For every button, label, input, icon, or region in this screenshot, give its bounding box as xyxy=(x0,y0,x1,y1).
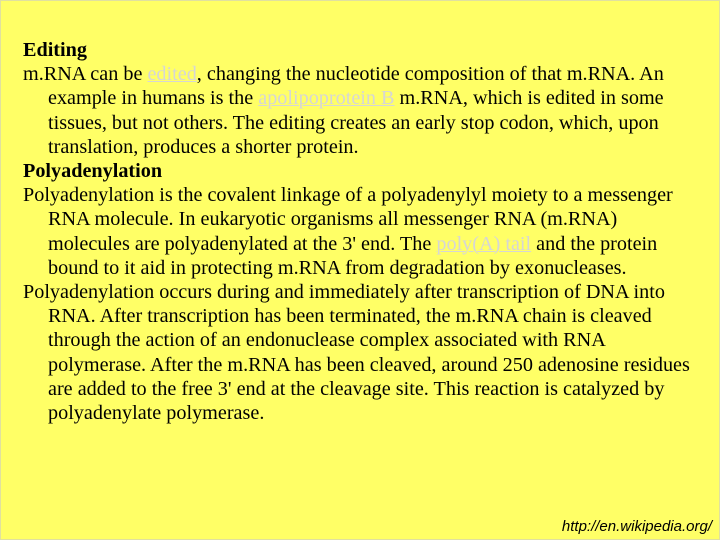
polyadenylation-paragraph-2: Polyadenylation occurs during and immediately after transcription of DNA into RNA. After transcription has been terminated, the m.RNA chain is cleaved through the action of an endonuclease complex associated with RNA polymerase. After the m.RNA has been cleaved, around 250 adenosine residues are added to the free 3' end at the cleavage site. This reaction is catalyzed by polyadenylate polymerase. xyxy=(23,281,690,425)
editing-heading: Editing xyxy=(23,39,87,61)
editing-text-1: m.RNA can be xyxy=(23,63,148,86)
polyadenylation-paragraph-1 xyxy=(23,183,699,280)
polyadenylation-text-1: Polyadenylation is the covalent linkage of a polyadenylyl moiety to a messenger RNA molecule. In eukaryotic organisms all messenger RNA (m.RNA) molecules are polyadenylated at the 3' end. The xyxy=(23,184,673,255)
editing-text-2: , changing the nucleotide composition of that m.RNA. An example in humans is the xyxy=(48,63,664,110)
edited-link[interactable]: edited xyxy=(147,63,197,86)
polyadenylation-heading: Polyadenylation xyxy=(23,160,163,183)
editing-text-3: m.RNA, which is edited in some tissues, but not others. The editing creates an early stop codon, which, upon translation, produces a shorter protein. xyxy=(48,87,664,158)
poly-a-tail-link[interactable]: poly(A) tail xyxy=(436,232,532,255)
editing-paragraph xyxy=(23,62,699,159)
slide-content xyxy=(23,38,699,425)
source-url: http://en.wikipedia.org/ xyxy=(561,518,712,535)
polyadenylation-text-2: and the protein bound to it aid in protecting m.RNA from degradation by exonucleases. xyxy=(48,232,658,279)
apolipoprotein-b-link[interactable]: apolipoprotein B xyxy=(258,87,395,110)
